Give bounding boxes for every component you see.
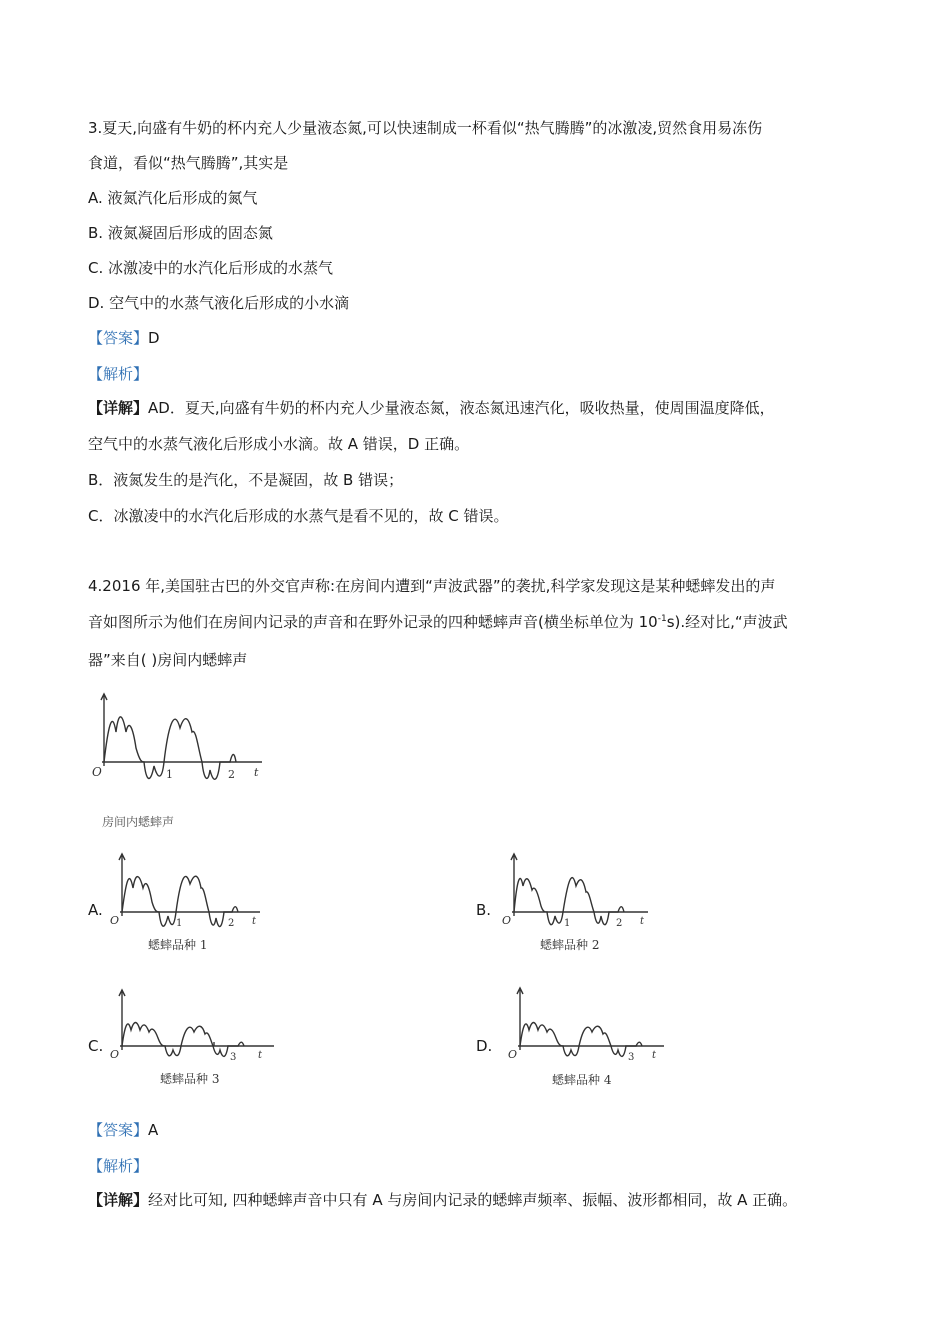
analysis-tag: 【解析】 xyxy=(88,1157,149,1175)
option-caption: 蟋蟀品种 2 xyxy=(540,938,600,952)
tick-1: 1 xyxy=(166,768,173,781)
origin-label: O xyxy=(502,914,512,927)
q4-option-a-label: A. xyxy=(88,901,103,919)
detail-tag: 【详解】 xyxy=(88,1191,149,1209)
q4-stem-line1: 4.2016 年,美国驻古巴的外交官声称:在房间内遭到“声波武器”的袭扰,科学家发现这是某种蟋蟀发出的声 xyxy=(88,577,776,595)
q3-detail-line3: B．液氮发生的是汽化，不是凝固，故 B 错误； xyxy=(88,471,404,489)
tick-2: 2 xyxy=(616,918,623,929)
option-a-figure xyxy=(108,850,268,960)
tick-3: 3 xyxy=(230,1052,237,1063)
answer-value: D xyxy=(148,329,160,347)
q3-option-b: B. 液氮凝固后形成的固态氮 xyxy=(88,224,273,242)
detail-tag: 【详解】 xyxy=(88,399,149,417)
q3-option-d: D. 空气中的水蒸气液化后形成的小水滴 xyxy=(88,294,350,312)
q3-analysis-line xyxy=(88,364,148,384)
q3-detail-line4: C．冰激凌中的水汽化后形成的水蒸气是看不见的，故 C 错误。 xyxy=(88,507,509,525)
axis-label-t: t xyxy=(652,1050,657,1061)
answer-tag: 【答案】 xyxy=(88,329,149,347)
option-c-figure xyxy=(108,984,283,1094)
tick-1: 1 xyxy=(176,918,183,929)
axis-label-t: t xyxy=(258,1050,263,1061)
origin-label: O xyxy=(110,1048,120,1061)
answer-tag: 【答案】 xyxy=(88,1121,149,1139)
q4-option-c-label: C. xyxy=(88,1037,104,1055)
axis-label-t: t xyxy=(252,916,257,927)
detail-text: AD．夏天,向盛有牛奶的杯内充人少量液态氮，液态氮迅速汽化，吸收热量，使周围温度降低， xyxy=(148,399,775,417)
q3-option-c: C. 冰激凌中的水汽化后形成的水蒸气 xyxy=(88,259,334,277)
stem-text: s).经对比,“声波武 xyxy=(666,613,788,631)
q3-detail-line1 xyxy=(88,398,775,418)
tick-2: 2 xyxy=(228,768,235,781)
axis-label-t: t xyxy=(254,766,259,779)
origin-label: O xyxy=(508,1048,518,1061)
q3-option-a: A. 液氮汽化后形成的氮气 xyxy=(88,189,258,207)
origin-label: O xyxy=(92,765,102,779)
detail-text: 经对比可知, 四种蟋蟀声音中只有 A 与房间内记录的蟋蟀声频率、振幅、波形都相同，故 A 正确。 xyxy=(148,1191,798,1209)
q4-detail-line1 xyxy=(88,1190,797,1210)
axis-label-t: t xyxy=(640,916,645,927)
room-caption: 房间内蟋蟀声 xyxy=(102,815,175,829)
exponent: -1 xyxy=(657,614,667,624)
answer-value: A xyxy=(148,1121,159,1139)
option-b-figure xyxy=(496,850,656,960)
q4-option-d-label: D. xyxy=(476,1037,493,1055)
q3-answer-line xyxy=(88,328,160,348)
analysis-tag: 【解析】 xyxy=(88,365,149,383)
q4-analysis-line xyxy=(88,1156,148,1176)
option-caption: 蟋蟀品种 1 xyxy=(148,938,208,952)
tick-3: 3 xyxy=(628,1052,635,1063)
q3-stem-line2: 食道，看似“热气腾腾”,其实是 xyxy=(88,154,289,172)
tick-1: 1 xyxy=(564,918,571,929)
q4-stem-line2 xyxy=(88,612,788,632)
q4-stem-line3: 器”来自( )房间内蟋蟀声 xyxy=(88,651,248,669)
q3-detail-line2: 空气中的水蒸气液化后形成小水滴。故 A 错误，D 正确。 xyxy=(88,435,470,453)
tick-2: 2 xyxy=(228,918,235,929)
option-caption: 蟋蟀品种 4 xyxy=(552,1073,612,1087)
origin-label: O xyxy=(110,914,120,927)
option-caption: 蟋蟀品种 3 xyxy=(160,1072,220,1086)
room-waveform-figure xyxy=(90,688,275,833)
q4-option-b-label: B. xyxy=(476,901,492,919)
stem-text: 音如图所示为他们在房间内记录的声音和在野外记录的四种蟋蟀声音(横坐标单位为 10 xyxy=(88,613,658,631)
q4-answer-line xyxy=(88,1120,158,1140)
q3-stem-line1: 3.夏天,向盛有牛奶的杯内充人少量液态氮,可以快速制成一杯看似“热气腾腾”的冰激凌,贸然食用易冻伤 xyxy=(88,119,763,137)
option-d-figure xyxy=(496,980,671,1095)
